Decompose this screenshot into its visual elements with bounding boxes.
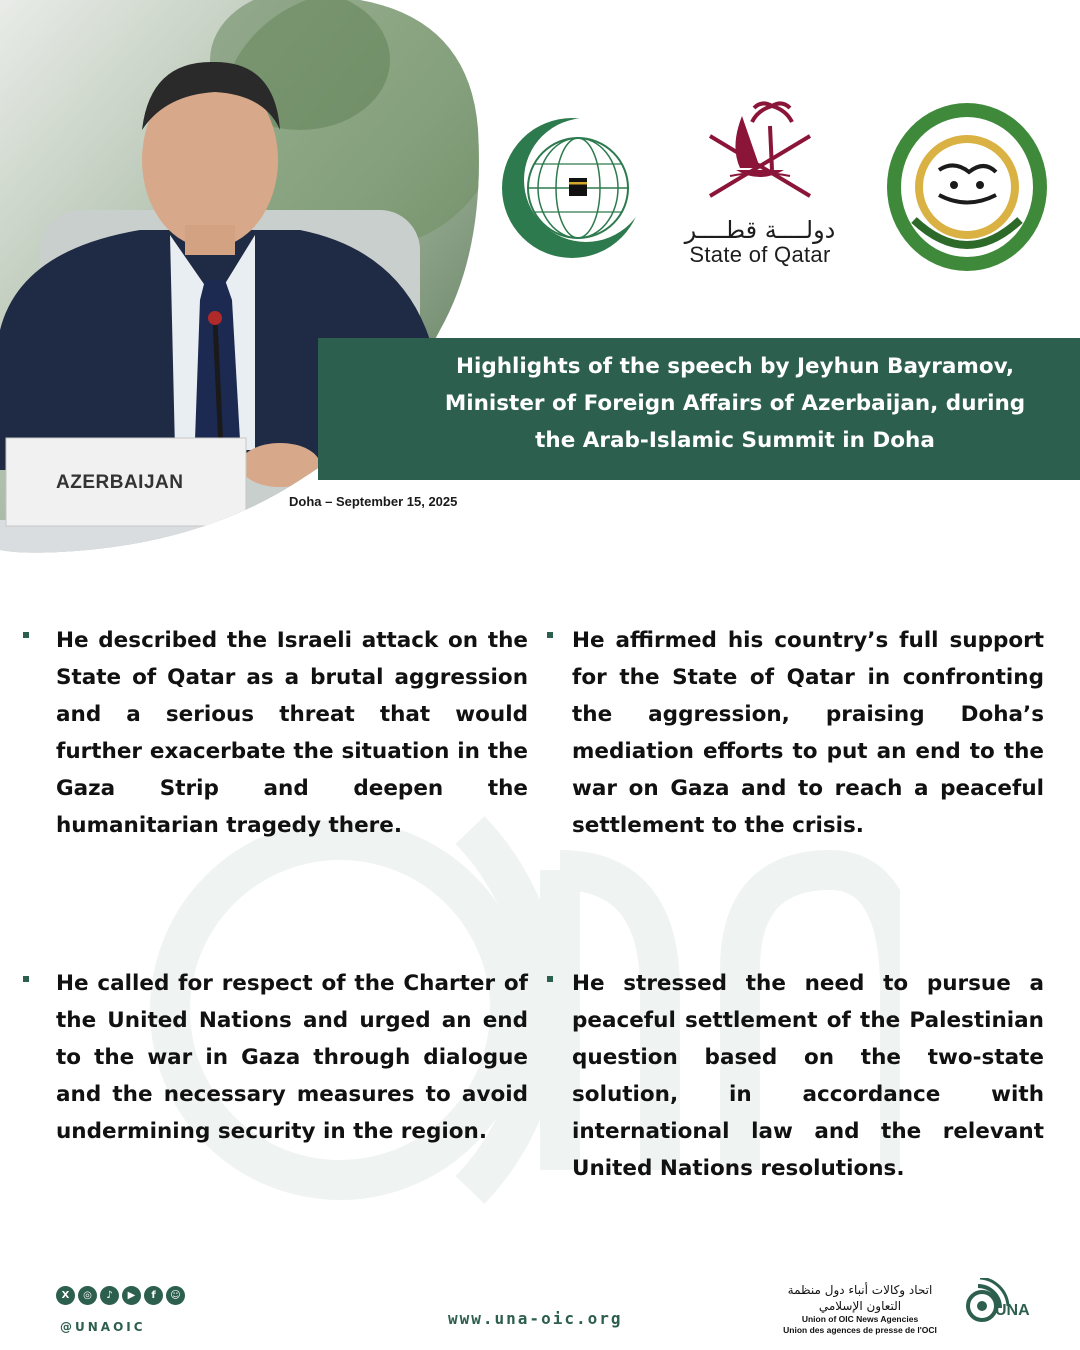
headline-line-2: Minister of Foreign Affairs of Azerbaijan, during: [444, 391, 1026, 416]
qatar-english-name: State of Qatar: [689, 242, 831, 267]
una-organization-name: [770, 1282, 950, 1336]
oic-logo: [500, 116, 644, 260]
social-icons: [56, 1286, 185, 1305]
qatar-arabic-name: دولــــة قطــــر: [684, 216, 836, 244]
bullet-marker: [23, 976, 29, 982]
headline-line-3: the Arab-Islamic Summit in Doha: [535, 428, 935, 453]
bullet-marker: [23, 632, 29, 638]
tiktok-icon[interactable]: ♪: [100, 1286, 119, 1305]
social-handle[interactable]: @UNAOIC: [60, 1320, 146, 1334]
instagram-icon[interactable]: ◎: [78, 1286, 97, 1305]
una-name-arabic: اتحاد وكالات أنباء دول منظمة التعاون الإسلامي: [787, 1283, 933, 1313]
headline-title: [400, 348, 1070, 459]
point-2: He affirmed his country’s full support for the State of Qatar in confronting the aggression, praising Doha’s mediation efforts to put an end to the war on Gaza and to reach a peaceful settlement to the crisis.: [572, 628, 1044, 838]
x-icon[interactable]: X: [56, 1286, 75, 1305]
arab-league-logo: [884, 100, 1050, 274]
facebook-icon[interactable]: f: [144, 1286, 163, 1305]
point-1: He described the Israeli attack on the State of Qatar as a brutal aggression and a serious threat that would further exacerbate the situation in the Gaza Strip and deepen the humanitarian tragedy there.: [56, 628, 528, 838]
website-link[interactable]: www.una-oic.org: [448, 1309, 623, 1328]
nameplate-label: AZERBAIJAN: [56, 472, 184, 493]
point-4: He stressed the need to pursue a peaceful settlement of the Palestinian question based on the two-state solution, in accordance with international law and the relevant United Nations resolutions.: [572, 971, 1044, 1181]
snapchat-icon[interactable]: ☺: [166, 1286, 185, 1305]
bullet-marker: [547, 632, 553, 638]
bullet-marker: [547, 976, 553, 982]
headline-line-1: Highlights of the speech by Jeyhun Bayramov,: [455, 354, 1015, 379]
state-of-qatar-logo: [680, 96, 840, 274]
point-3: He called for respect of the Charter of the United Nations and urged an end to the war in Gaza through dialogue and the necessary measures to avoid undermining security in the region.: [56, 971, 528, 1144]
qatar-emblem-icon: [680, 96, 840, 216]
una-name-french: Union des agences de presse de l'OCI: [783, 1325, 937, 1335]
una-name-english: Union of OIC News Agencies: [801, 1314, 919, 1324]
dateline: Doha – September 15, 2025: [289, 494, 458, 509]
una-logo-text: UNA: [995, 1302, 1030, 1319]
youtube-icon[interactable]: ▶: [122, 1286, 141, 1305]
